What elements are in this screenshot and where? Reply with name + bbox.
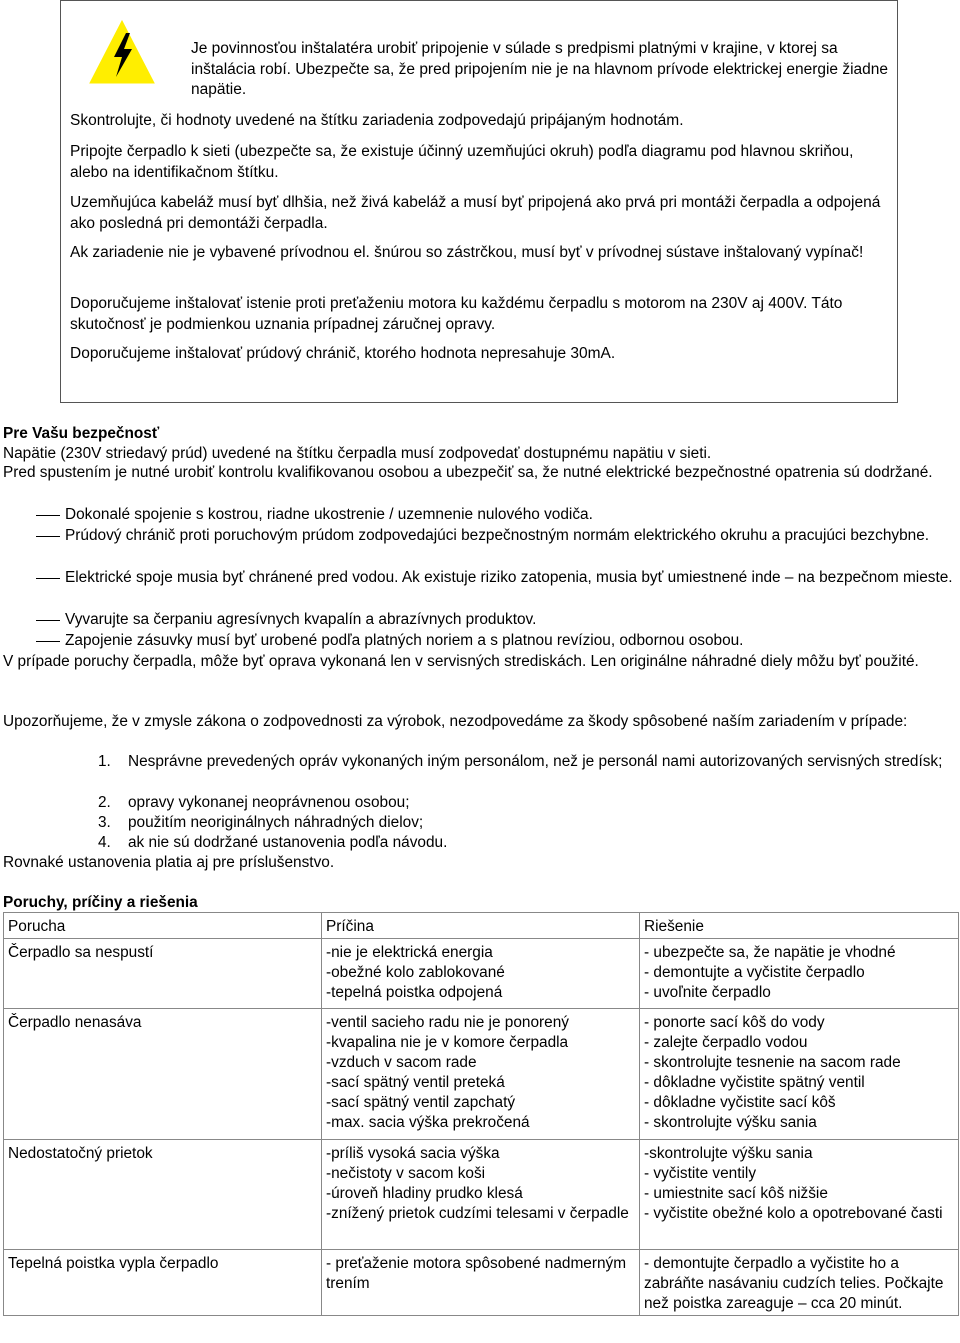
- dash-bullet: [36, 536, 60, 537]
- table-row: [4, 1009, 959, 1140]
- warning-paragraph: Skontrolujte, či hodnoty uvedené na štítku zariadenia zodpovedajú pripájaným hodnotám.: [70, 112, 684, 129]
- warning-paragraph: Doporučujeme inštalovať istenie proti preťaženiu motora ku každému čerpadlu s motorom na 230V aj 400V. Táto skutočnosť je podmienkou uznania prípadnej záručnej opravy.: [70, 295, 843, 333]
- liability-intro: Upozorňujeme, že v zmysle zákona o zodpovednosti za výrobok, nezodpovedáme za škody spôsobené naším zariadením v prípade:: [3, 713, 908, 730]
- dash-bullet: [36, 620, 60, 621]
- column-header-cause: Príčina: [322, 913, 640, 939]
- fault-cell: Čerpadlo nenasáva: [4, 1009, 322, 1140]
- safety-intro-check: Pred spustením je nutné urobiť kontrolu kvalifikovanou osobou a ubezpečiť sa, že nutné elektrické bezpečnostné opatrenia sú dodržané.: [3, 464, 933, 481]
- electrical-warning-box: [60, 0, 898, 403]
- fault-cell: Tepelná poistka vypla čerpadlo: [4, 1250, 322, 1316]
- column-header-solution: Riešenie: [640, 913, 959, 939]
- warning-first-paragraph: Je povinnosťou inštalatéra urobiť pripojenie v súlade s predpismi platnými v krajine, v ktorej sa inštalácia robí. Ubezpečte sa, že pred pripojením nie je na hlavnom prívode elektrickej energie žiadne napätie.: [191, 40, 889, 98]
- table-row: [4, 1140, 959, 1250]
- cause-cell: - preťaženie motora spôsobené nadmerným trením: [322, 1250, 640, 1316]
- warning-paragraph: Pripojte čerpadlo k sieti (ubezpečte sa, že existuje účinný uzemňujúci okruh) podľa diagramu pod hlavnou skriňou, alebo na identifikačnom štítku.: [70, 143, 854, 181]
- list-number: 4.: [98, 834, 111, 851]
- warning-paragraph: Uzemňujúca kabeláž musí byť dlhšia, než živá kabeláž a musí byť pripojená ako prvá pri montáži čerpadla a odpojená ako posledná pri demontáži čerpadla.: [70, 194, 881, 232]
- cause-cell: -príliš vysoká sacia výška -nečistoty v sacom koši -úroveň hladiny prudko klesá -znížený prietok cudzími telesami v čerpadle: [322, 1140, 640, 1250]
- column-header-fault: Porucha: [4, 913, 322, 939]
- solution-cell: -skontrolujte výšku sania - vyčistite ventily - umiestnite sací kôš nižšie - vyčistite obežné kolo a opotrebované časti: [640, 1140, 959, 1250]
- warning-paragraph: Ak zariadenie nie je vybavené prívodnou el. šnúrou so zástrčkou, musí byť v prívodnej sústave inštalovaný vypínač!: [70, 244, 864, 261]
- safety-list-item: Dokonalé spojenie s kostrou, riadne ukostrenie / uzemnenie nulového vodiča.: [3, 505, 953, 525]
- faults-table: [3, 912, 959, 1316]
- safety-outro: V prípade poruchy čerpadla, môže byť oprava vykonaná len v servisných strediskách. Len originálne náhradné diely môžu byť použité.: [3, 653, 919, 670]
- solution-cell: - ponorte sací kôš do vody - zalejte čerpadlo vodou - skontrolujte tesnenie na sacom rade - dôkladne vyčistite spätný ventil - dôkladne vyčistite sací kôš - skontrolujte výšku sania: [640, 1009, 959, 1140]
- liability-list-item: 4. ak nie sú dodržané ustanovenia podľa návodu.: [98, 834, 448, 851]
- table-row: [4, 1250, 959, 1316]
- fault-cell: Čerpadlo sa nespustí: [4, 939, 322, 1009]
- list-number: 3.: [98, 814, 111, 831]
- safety-list-item: Prúdový chránič proti poruchovým prúdom zodpovedajúci bezpečnostným normám elektrického okruhu a pracujúci bezchybne.: [3, 526, 953, 546]
- dash-bullet: [36, 578, 60, 579]
- warning-paragraph: Doporučujeme inštalovať prúdový chránič, ktorého hodnota nepresahuje 30mA.: [70, 345, 616, 362]
- dash-bullet: [36, 515, 60, 516]
- solution-cell: - ubezpečte sa, že napätie je vhodné - demontujte a vyčistite čerpadlo - uvoľnite čerpadlo: [640, 939, 959, 1009]
- safety-list-item: Vyvarujte sa čerpaniu agresívnych kvapalín a abrazívnych produktov.: [3, 610, 953, 630]
- table-header-row: [4, 913, 959, 939]
- list-number: 1.: [98, 753, 111, 770]
- safety-heading: Pre Vašu bezpečnosť: [3, 425, 160, 442]
- cause-cell: -ventil sacieho radu nie je ponorený -kvapalina nie je v komore čerpadla -vzduch v sacom rade -sací spätný ventil preteká -sací spätný ventil zapchatý -max. sacia výška prekročená: [322, 1009, 640, 1140]
- liability-list-item: 2. opravy vykonanej neoprávnenou osobou;: [98, 794, 410, 811]
- liability-outro: Rovnaké ustanovenia platia aj pre príslušenstvo.: [3, 854, 335, 871]
- table-row: [4, 939, 959, 1009]
- solution-cell: - demontujte čerpadlo a vyčistite ho a zabráňte nasávaniu cudzích telies. Počkajte než poistka zareaguje – cca 20 minút.: [640, 1250, 959, 1316]
- dash-bullet: [36, 641, 60, 642]
- high-voltage-warning-icon: [88, 19, 156, 85]
- liability-list-item: 3. použitím neoriginálnych náhradných dielov;: [98, 814, 424, 831]
- list-number: 2.: [98, 794, 111, 811]
- cause-cell: -nie je elektrická energia -obežné kolo zablokované -tepelná poistka odpojená: [322, 939, 640, 1009]
- safety-intro-voltage: Napätie (230V striedavý prúd) uvedené na štítku čerpadla musí zodpovedať dostupnému napätiu v sieti.: [3, 445, 712, 462]
- fault-cell: Nedostatočný prietok: [4, 1140, 322, 1250]
- liability-list-item: 1. Nesprávne prevedených opráv vykonaných iným personálom, než je personál nami autorizovaných servisných stredísk;: [98, 753, 943, 770]
- safety-list-item: Zapojenie zásuvky musí byť urobené podľa platných noriem a s platnou revíziou, odbornou osobou.: [3, 631, 953, 651]
- safety-list-item: Elektrické spoje musia byť chránené pred vodou. Ak existuje riziko zatopenia, musia byť umiestnené inde – na bezpečnom mieste.: [3, 568, 953, 588]
- faults-heading: Poruchy, príčiny a riešenia: [3, 894, 198, 911]
